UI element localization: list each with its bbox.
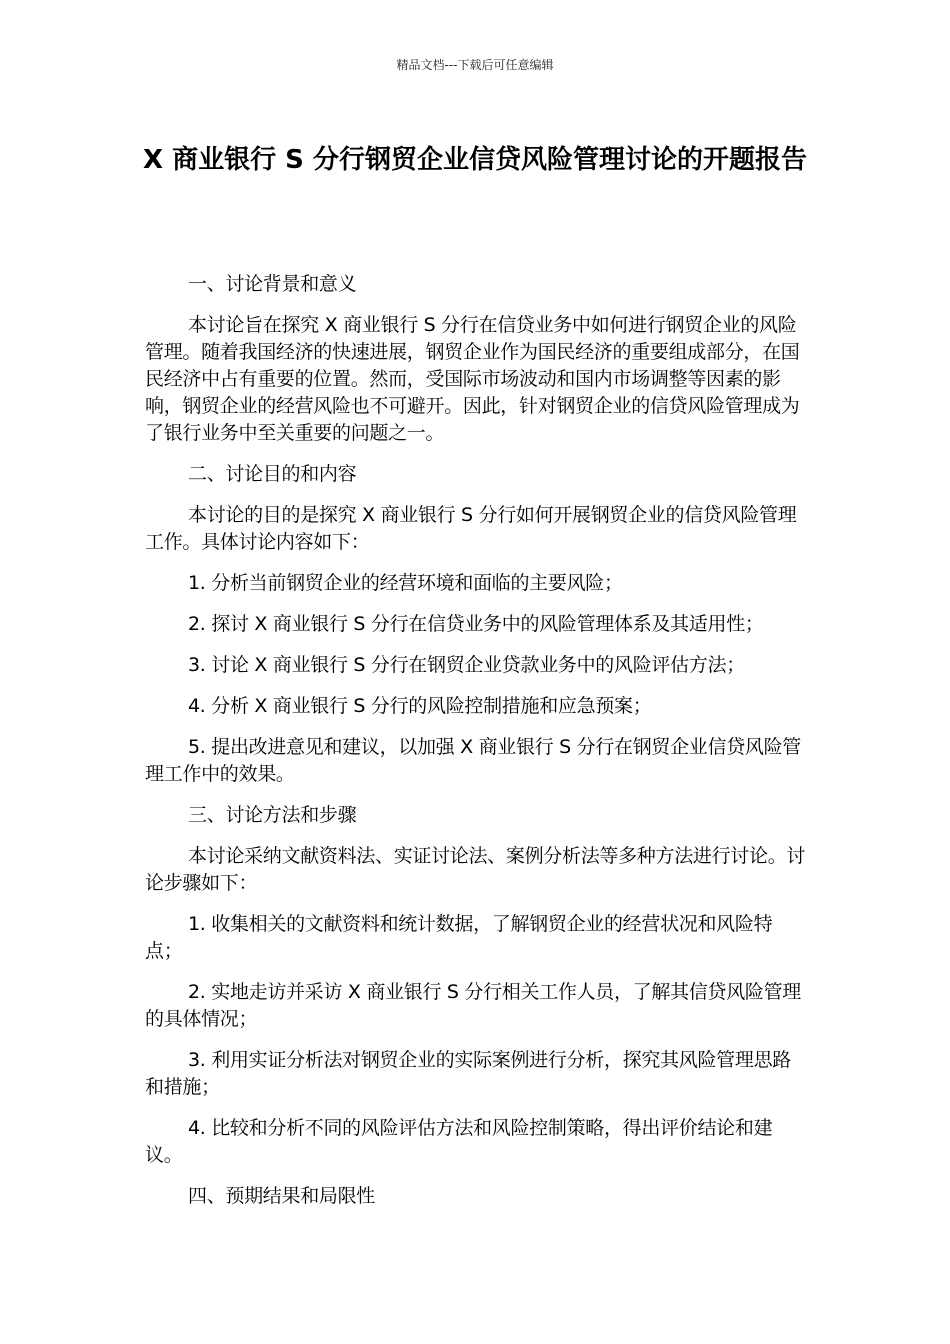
section-heading-purpose: 二、讨论目的和内容 xyxy=(188,463,357,485)
section-heading-results: 四、预期结果和局限性 xyxy=(188,1185,376,1207)
list-item-step-3: 3. 利用实证分析法对钢贸企业的实际案例进行分析，探究其风险管理思路和措施； xyxy=(145,1049,791,1098)
paragraph-methods: 本讨论采纳文献资料法、实证讨论法、案例分析法等多种方法进行讨论。讨论步骤如下： xyxy=(145,845,806,894)
list-item-step-2: 2. 实地走访并采访 X 商业银行 S 分行相关工作人员，了解其信贷风险管理的具体情况； xyxy=(145,981,802,1030)
list-item-purpose-5: 5. 提出改进意见和建议，以加强 X 商业银行 S 分行在钢贸企业信贷风险管理工作中的效果。 xyxy=(145,736,802,785)
list-item-purpose-1: 1. 分析当前钢贸企业的经营环境和面临的主要风险； xyxy=(188,572,623,594)
document-title: X 商业银行 S 分行钢贸企业信贷风险管理讨论的开题报告 xyxy=(143,145,807,175)
paragraph-background: 本讨论旨在探究 X 商业银行 S 分行在信贷业务中如何进行钢贸企业的风险管理。随着我国经济的快速进展，钢贸企业作为国民经济的重要组成部分，在国民经济中占有重要的位置。然而，受国际市场波动和国内市场调整等因素的影响，钢贸企业的经营风险也不可避开。因此，针对钢贸企业的信贷风险管理成为了银行业务中至关重要的问题之一。 xyxy=(145,314,800,444)
list-item-step-4: 4. 比较和分析不同的风险评估方法和风险控制策略，得出评价结论和建议。 xyxy=(145,1117,773,1166)
section-heading-background: 一、讨论背景和意义 xyxy=(188,273,357,295)
list-item-purpose-2: 2. 探讨 X 商业银行 S 分行在信贷业务中的风险管理体系及其适用性； xyxy=(188,613,764,635)
list-item-purpose-3: 3. 讨论 X 商业银行 S 分行在钢贸企业贷款业务中的风险评估方法； xyxy=(188,654,745,676)
list-item-step-1: 1. 收集相关的文献资料和统计数据，了解钢贸企业的经营状况和风险特点； xyxy=(145,913,773,962)
document-body xyxy=(145,271,809,1224)
paragraph-purpose: 本讨论的目的是探究 X 商业银行 S 分行如何开展钢贸企业的信贷风险管理工作。具体讨论内容如下： xyxy=(145,504,797,553)
section-heading-methods: 三、讨论方法和步骤 xyxy=(188,804,357,826)
list-item-purpose-4: 4. 分析 X 商业银行 S 分行的风险控制措施和应急预案； xyxy=(188,695,652,717)
header-note: 精品文档---下载后可任意编辑 xyxy=(396,58,554,72)
